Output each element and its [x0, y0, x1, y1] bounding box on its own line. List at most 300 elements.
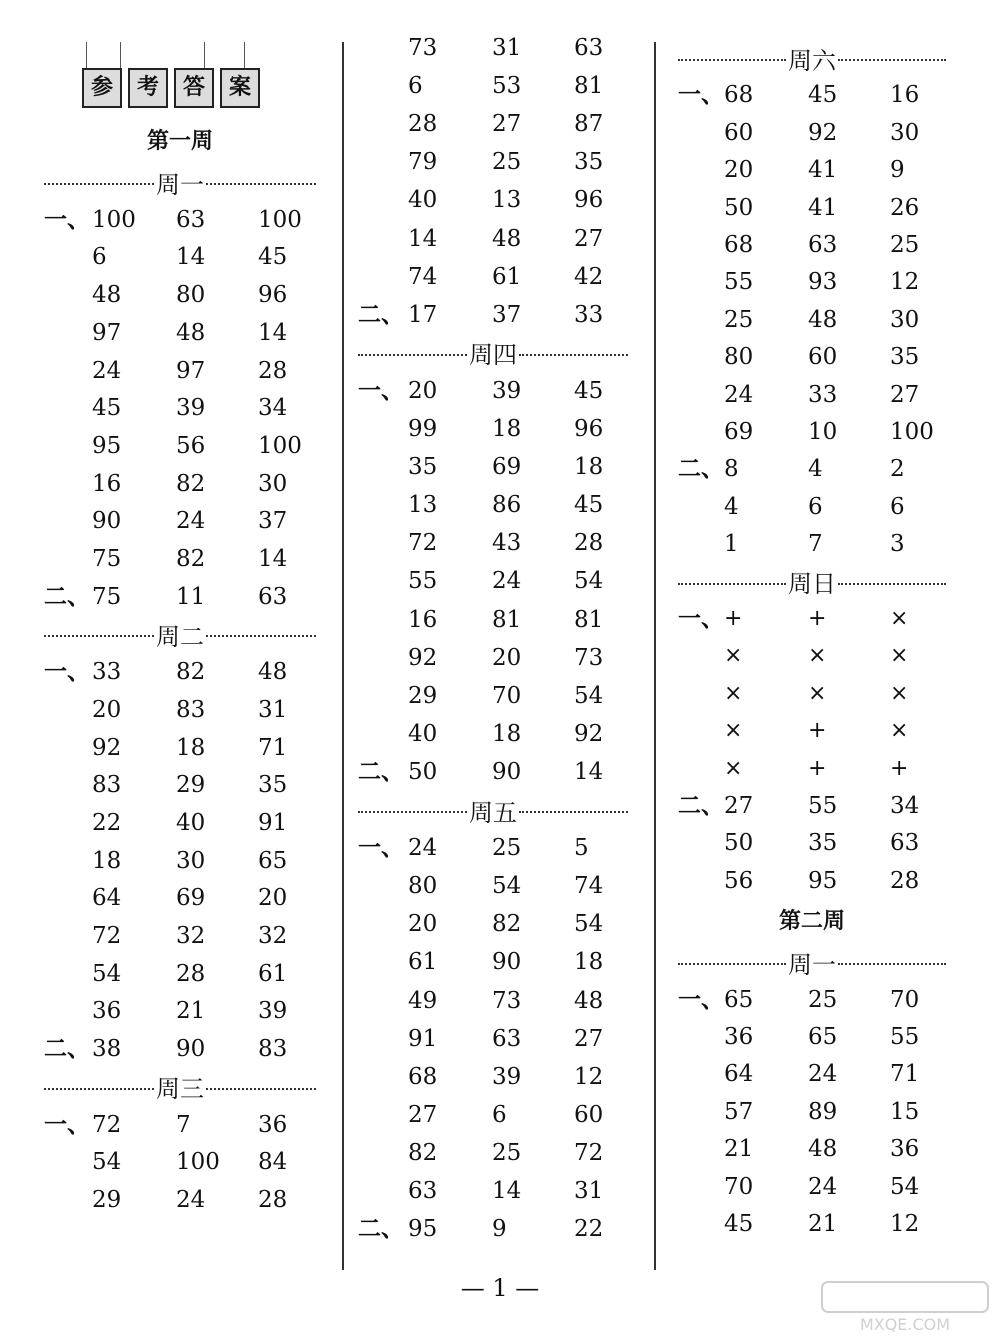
answer-value: 31 [492, 35, 522, 61]
answer-value: 80 [724, 344, 754, 371]
answer-value: 48 [92, 282, 122, 309]
answer-value: 90 [92, 508, 122, 535]
answer-row [0, 152, 1000, 188]
answer-value: 26 [890, 194, 920, 221]
answer-value: 55 [890, 1024, 920, 1050]
answer-value: 34 [258, 395, 288, 422]
answer-value: 69 [176, 885, 206, 912]
answer-value: 95 [92, 432, 122, 459]
answer-row [0, 302, 1000, 338]
answer-value: 60 [724, 119, 754, 146]
answer-value: 28 [176, 960, 206, 987]
answer-value: 100 [890, 419, 934, 445]
answer-value: × [890, 643, 909, 669]
answer-value: × [724, 755, 743, 781]
day-label: 周日 [788, 570, 836, 599]
answer-value: 79 [408, 149, 438, 176]
answer-value: 68 [724, 232, 754, 258]
section-marker: 二、 [358, 1215, 404, 1243]
answer-value: 25 [492, 1139, 522, 1166]
svg-text:MXQE.COM: MXQE.COM [859, 1315, 951, 1334]
section-marker: 二、 [44, 582, 90, 610]
answer-value: × [890, 680, 909, 706]
answer-value: × [724, 643, 743, 669]
answer-value: 81 [492, 606, 522, 633]
answer-value: 7 [808, 531, 823, 558]
answer-value: 9 [492, 1216, 507, 1243]
week-heading: 第二周 [778, 909, 845, 935]
day-separator [678, 40, 946, 76]
answer-value: 50 [724, 194, 754, 221]
section-marker: 一、 [678, 605, 724, 632]
answer-value: 35 [408, 454, 438, 481]
answer-value: 35 [258, 772, 288, 799]
answer-value: × [724, 680, 743, 706]
answer-value: + [808, 755, 827, 781]
answer-value: 90 [492, 758, 522, 785]
answer-value: 4 [808, 456, 823, 483]
answer-value: 18 [176, 734, 206, 761]
answer-value: 95 [408, 1216, 438, 1243]
answer-value: 84 [258, 1149, 288, 1176]
answer-value: 30 [258, 470, 288, 497]
answer-value: 39 [492, 377, 522, 404]
answer-value: 40 [408, 720, 438, 747]
answer-value: + [808, 606, 827, 631]
answer-value: 25 [492, 835, 522, 862]
answer-value: 96 [574, 416, 604, 442]
answer-value: 2 [890, 456, 905, 483]
section-marker: 一、 [678, 985, 724, 1013]
answer-row [0, 751, 1000, 787]
answer-value: 20 [492, 644, 522, 671]
answer-value: 73 [574, 644, 604, 671]
answer-row [0, 1131, 1000, 1167]
answer-value: 63 [258, 583, 288, 610]
answer-value: 56 [176, 432, 206, 459]
answer-value: 14 [258, 319, 288, 346]
answer-value: 25 [808, 986, 838, 1013]
answer-row [0, 1206, 1000, 1242]
answer-value: 54 [492, 873, 522, 900]
day-label: 周一 [788, 950, 836, 979]
answer-value: 25 [724, 306, 754, 333]
dotted-rule [678, 583, 786, 585]
answer-value: 38 [92, 1036, 122, 1063]
answer-value: 9 [890, 157, 905, 184]
answer-value: 42 [574, 263, 604, 290]
title-char: 案 [220, 68, 260, 108]
answer-value: 24 [724, 381, 754, 408]
answer-value: 68 [724, 82, 754, 109]
answer-value: 64 [724, 1061, 754, 1088]
answer-value: 39 [258, 998, 288, 1025]
answer-value: 95 [808, 867, 838, 894]
answer-value: 41 [808, 194, 838, 221]
answer-value: 31 [574, 1178, 604, 1204]
answer-value: 25 [890, 232, 920, 258]
answer-value: 6 [492, 1101, 507, 1128]
answer-value: 45 [92, 395, 122, 422]
answer-value: 14 [176, 244, 206, 271]
answer-value: 86 [492, 492, 522, 519]
answer-row [0, 601, 1000, 637]
section-marker: 一、 [44, 658, 90, 686]
answer-value: 60 [574, 1101, 604, 1128]
answer-value: 73 [408, 35, 438, 61]
answer-value: 27 [890, 381, 920, 408]
answer-value: 29 [92, 1186, 122, 1213]
answer-value: 45 [724, 1211, 754, 1237]
answer-value: 63 [574, 35, 604, 61]
answer-value: 31 [258, 696, 288, 723]
answer-value: 82 [408, 1139, 438, 1166]
answer-value: 32 [176, 923, 206, 949]
answer-value: 61 [492, 263, 522, 290]
answer-value: × [890, 606, 909, 631]
answer-value: 74 [574, 873, 604, 900]
answer-value: 18 [92, 847, 122, 874]
title-char: 答 [174, 68, 214, 108]
dotted-rule [678, 59, 786, 61]
answer-value: 21 [176, 998, 206, 1025]
section-marker: 二、 [44, 1035, 90, 1063]
page-number: — 1 — [460, 1274, 540, 1302]
answer-value: 55 [408, 568, 438, 595]
answer-value: 24 [408, 835, 438, 862]
answer-value: 18 [574, 454, 604, 481]
answer-value: 64 [92, 885, 122, 912]
answer-row [0, 264, 1000, 300]
answer-value: 18 [492, 720, 522, 747]
answer-value: 35 [808, 830, 838, 857]
answer-value: 63 [808, 232, 838, 258]
answer-value: 61 [258, 960, 288, 987]
answer-value: 45 [574, 377, 604, 404]
answer-value: 14 [574, 758, 604, 785]
answer-value: 6 [408, 73, 423, 100]
answer-value: 97 [92, 319, 122, 346]
answer-value: 37 [492, 301, 522, 328]
answer-value: 36 [92, 998, 122, 1025]
answer-value: 14 [258, 546, 288, 572]
answer-value: 48 [258, 659, 288, 686]
answer-value: 43 [492, 530, 522, 557]
answer-value: 89 [808, 1098, 838, 1125]
answer-value: 20 [92, 696, 122, 723]
answer-value: 71 [890, 1061, 920, 1088]
answer-value: 63 [408, 1178, 438, 1204]
answer-value: 96 [574, 187, 604, 214]
answer-value: 20 [408, 911, 438, 938]
watermark-logo [820, 1280, 990, 1336]
answer-value: 34 [890, 793, 920, 819]
answer-value: 27 [574, 1025, 604, 1052]
answer-value: + [890, 755, 909, 781]
answer-value: 24 [176, 508, 206, 535]
answer-value: 82 [176, 546, 206, 572]
dotted-rule [838, 59, 946, 61]
answer-value: 13 [408, 492, 438, 519]
answer-value: × [890, 718, 909, 744]
answer-value: 12 [574, 1063, 604, 1090]
title-char: 考 [128, 68, 168, 108]
answer-value: 71 [258, 734, 288, 761]
answer-value: 27 [492, 111, 522, 138]
section-marker: 一、 [44, 205, 90, 233]
answer-value: 27 [724, 793, 754, 819]
answer-value: 99 [408, 416, 438, 442]
answer-value: 63 [890, 830, 920, 857]
answer-value: 20 [408, 377, 438, 404]
answer-value: 100 [258, 206, 302, 233]
dotted-rule [838, 963, 946, 965]
answer-value: 63 [492, 1025, 522, 1052]
day-label: 周六 [788, 46, 836, 75]
answer-value: 60 [808, 344, 838, 371]
answer-value: 36 [258, 1111, 288, 1138]
answer-row [0, 190, 1000, 226]
answer-value: 61 [408, 949, 438, 976]
answer-value: 41 [808, 157, 838, 184]
answer-value: 36 [724, 1024, 754, 1050]
answer-value: 6 [808, 493, 823, 520]
answer-value: 33 [808, 381, 838, 408]
answer-value: 83 [176, 696, 206, 723]
answer-value: 12 [890, 1211, 920, 1237]
answer-row [0, 414, 1000, 450]
answer-value: 68 [408, 1063, 438, 1090]
answer-value: 70 [724, 1173, 754, 1200]
answer-value: 22 [92, 809, 122, 836]
answer-value: 7 [176, 1111, 191, 1138]
answer-value: 24 [492, 568, 522, 595]
answer-value: 96 [258, 282, 288, 309]
answer-value: 93 [808, 269, 838, 296]
answer-row [0, 982, 1000, 1018]
answer-row [0, 339, 1000, 375]
answer-row [0, 788, 1000, 824]
answer-row [0, 115, 1000, 151]
answer-value: × [724, 718, 743, 744]
answer-value: 13 [492, 187, 522, 214]
answer-value: 80 [176, 282, 206, 309]
answer-row [0, 227, 1000, 263]
answer-row [0, 451, 1000, 487]
section-marker: 二、 [678, 455, 724, 483]
day-separator [678, 564, 946, 600]
answer-value: 40 [176, 809, 206, 836]
answer-row [0, 825, 1000, 861]
answer-value: 74 [408, 263, 438, 290]
answer-row [0, 676, 1000, 712]
answer-value: 39 [492, 1063, 522, 1090]
section-marker: 一、 [44, 1110, 90, 1138]
answer-value: 8 [724, 456, 739, 483]
answer-value: 92 [92, 734, 122, 761]
answer-value: × [808, 643, 827, 669]
answer-row [0, 1056, 1000, 1092]
answer-value: 50 [408, 758, 438, 785]
title-char: 参 [82, 68, 122, 108]
answer-value: 33 [92, 659, 122, 686]
answer-value: 20 [724, 157, 754, 184]
answer-value: 28 [258, 1186, 288, 1213]
answer-value: 87 [574, 111, 604, 138]
answer-value: 28 [258, 357, 288, 384]
answer-value: 29 [408, 682, 438, 709]
answer-value: 32 [258, 923, 288, 949]
answer-value: 55 [724, 269, 754, 296]
answer-value: + [808, 718, 827, 744]
answer-value: 100 [258, 432, 302, 459]
answer-value: 57 [724, 1098, 754, 1125]
answer-value: 24 [176, 1186, 206, 1213]
answer-value: 48 [492, 225, 522, 252]
answer-value: 72 [408, 530, 438, 557]
answer-value: 63 [176, 206, 206, 233]
answer-value: 48 [808, 306, 838, 333]
answer-value: 73 [492, 987, 522, 1014]
answer-value: 56 [724, 867, 754, 894]
answer-value: 100 [92, 206, 136, 233]
answer-value: 12 [890, 269, 920, 296]
answer-value: 36 [890, 1136, 920, 1163]
section-marker: 二、 [358, 300, 404, 328]
answer-value: 25 [492, 149, 522, 176]
answer-value: 18 [574, 949, 604, 976]
answer-value: 91 [258, 809, 288, 836]
day-label: 周三 [156, 1075, 204, 1104]
answer-value: 55 [808, 793, 838, 819]
answer-value: 17 [408, 301, 438, 328]
answer-row [0, 77, 1000, 113]
answer-value: 37 [258, 508, 288, 535]
section-marker: 一、 [358, 834, 404, 862]
answer-value: 28 [890, 867, 920, 894]
answer-row [0, 377, 1000, 413]
answer-value: 81 [574, 73, 604, 100]
day-label: 周一 [156, 170, 204, 199]
answer-value: × [808, 680, 827, 706]
answer-value: 49 [408, 987, 438, 1014]
answer-row [0, 1094, 1000, 1130]
answer-value: 6 [92, 244, 107, 271]
answer-value: 1 [724, 531, 739, 558]
day-label: 周五 [469, 798, 517, 827]
answer-value: 24 [808, 1173, 838, 1200]
answer-value: 81 [574, 606, 604, 633]
answer-row [0, 489, 1000, 525]
answer-value: 15 [890, 1098, 920, 1125]
answer-value: 40 [408, 187, 438, 214]
answer-value: 83 [258, 1036, 288, 1063]
answer-value: 14 [492, 1178, 522, 1204]
section-marker: 二、 [678, 792, 724, 819]
answer-value: 35 [574, 149, 604, 176]
answer-value: 92 [808, 119, 838, 146]
section-marker: 一、 [358, 376, 404, 404]
answer-value: 69 [724, 419, 754, 445]
answer-value: 28 [408, 111, 438, 138]
answer-value: 16 [890, 82, 920, 109]
answer-value: 100 [176, 1149, 220, 1176]
answer-row [0, 1019, 1000, 1055]
answer-value: 70 [492, 682, 522, 709]
answer-value: 33 [574, 301, 604, 328]
answer-value: 29 [176, 772, 206, 799]
answer-value: 92 [574, 720, 604, 747]
answer-value: 75 [92, 583, 122, 610]
answer-value: 65 [724, 986, 754, 1013]
answer-value: 54 [890, 1173, 920, 1200]
answer-value: 82 [176, 659, 206, 686]
answer-value: 11 [176, 583, 206, 610]
answer-value: 24 [92, 357, 122, 384]
answer-value: 30 [890, 119, 920, 146]
answer-value: 30 [176, 847, 206, 874]
answer-value: 54 [574, 682, 604, 709]
answer-value: 28 [574, 530, 604, 557]
answer-value: 18 [492, 416, 522, 442]
answer-value: 6 [890, 493, 905, 520]
day-separator [678, 944, 946, 980]
answer-value: 83 [92, 772, 122, 799]
answer-value: 75 [92, 546, 122, 572]
answer-value: 90 [176, 1036, 206, 1063]
answer-value: 72 [92, 1111, 122, 1138]
answer-value: 72 [574, 1139, 604, 1166]
answer-value: 82 [492, 911, 522, 938]
day-label: 周二 [156, 622, 204, 651]
answer-value: 48 [574, 987, 604, 1014]
dotted-rule [838, 583, 946, 585]
answer-value: 65 [258, 847, 288, 874]
answer-value: 45 [808, 82, 838, 109]
answer-value: 45 [574, 492, 604, 519]
answer-value: 14 [408, 225, 438, 252]
week-heading: 第一周 [146, 129, 213, 154]
answer-value: + [724, 606, 743, 631]
section-marker: 二、 [358, 757, 404, 785]
answer-value: 97 [176, 357, 206, 384]
answer-value: 48 [808, 1136, 838, 1163]
answer-value: 21 [808, 1211, 838, 1237]
answer-value: 3 [890, 531, 905, 558]
answer-value: 90 [492, 949, 522, 976]
answer-value: 4 [724, 493, 739, 520]
answer-value: 70 [890, 986, 920, 1013]
answer-value: 20 [258, 885, 288, 912]
answer-value: 91 [408, 1025, 438, 1052]
answer-value: 48 [176, 319, 206, 346]
answer-value: 22 [574, 1216, 604, 1243]
answer-row [0, 713, 1000, 749]
answer-value: 27 [408, 1101, 438, 1128]
answer-value: 54 [92, 1149, 122, 1176]
answer-value: 82 [176, 470, 206, 497]
answer-value: 30 [890, 306, 920, 333]
answer-value: 92 [408, 644, 438, 671]
dotted-rule [678, 963, 786, 965]
answer-value: 35 [890, 344, 920, 371]
answer-value: 16 [408, 606, 438, 633]
answer-value: 16 [92, 470, 122, 497]
answer-value: 53 [492, 73, 522, 100]
answer-value: 80 [408, 873, 438, 900]
answer-value: 65 [808, 1024, 838, 1050]
answer-value: 27 [574, 225, 604, 252]
